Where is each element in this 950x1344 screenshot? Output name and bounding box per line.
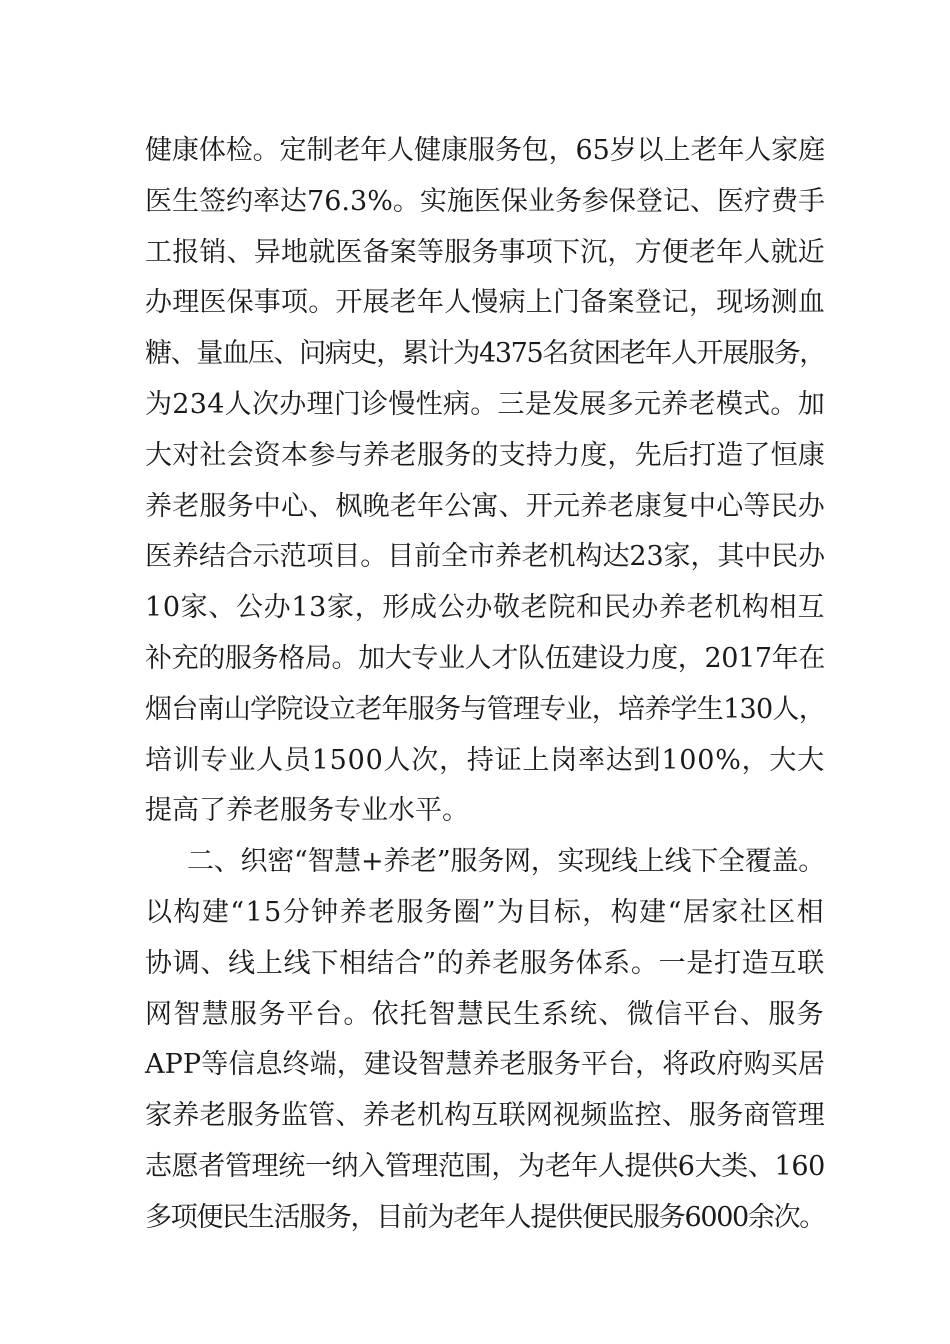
text-line: 以构建“15分钟养老服务圈”为目标，构建“居家社区相 [145,896,825,928]
text-line: 10家、公办13家，形成公办敬老院和民办养老机构相互 [145,592,825,624]
text-line: 网智慧服务平台。依托智慧民生系统、微信平台、服务 [145,998,825,1030]
text-line: 培训专业人员1500人次，持证上岗率达到100%，大大 [145,744,825,776]
text-line: 健康体检。定制老年人健康服务包，65岁以上老年人家庭 [145,135,825,166]
text-line: APP等信息终端，建设智慧养老服务平台，将政府购买居 [145,1049,825,1081]
text-line: 补充的服务格局。加大专业人才队伍建设力度，2017年在 [145,642,825,674]
text-line: 医养结合示范项目。目前全市养老机构达23家，其中民办 [145,541,825,573]
text-line: 志愿者管理统一纳入管理范围，为老年人提供6大类、160 [145,1150,825,1182]
text-line: 工报销、异地就医备案等服务事项下沉，方便老年人就近 [145,236,825,268]
text-line: 家养老服务监管、养老机构互联网视频监控、服务商管理 [145,1100,825,1132]
text-line: 大对社会资本参与养老服务的支持力度，先后打造了恒康 [145,439,825,471]
text-line: 为234人次办理门诊慢性病。三是发展多元养老模式。加 [145,388,825,420]
text-line: 协调、线上线下相结合”的养老服务体系。一是打造互联 [145,947,825,979]
text-line: 多项便民生活服务，目前为老年人提供便民服务6000余次。 [145,1201,825,1233]
section-heading-line: 二、织密“智慧+养老”服务网，实现线上线下全覆盖。 [187,846,825,878]
text-line: 糖、量血压、问病史，累计为4375名贫困老年人开展服务， [145,338,825,370]
text-line: 提高了养老服务专业水平。 [145,795,469,827]
text-line: 医生签约率达76.3%。实施医保业务参保登记、医疗费手 [145,185,825,217]
text-line: 养老服务中心、枫晚老年公寓、开元养老康复中心等民办 [145,490,825,522]
text-line: 烟台南山学院设立老年服务与管理专业，培养学生130人， [145,693,825,725]
body-text [145,126,825,1244]
text-line: 办理医保事项。开展老年人慢病上门备案登记，现场测血 [145,287,825,319]
